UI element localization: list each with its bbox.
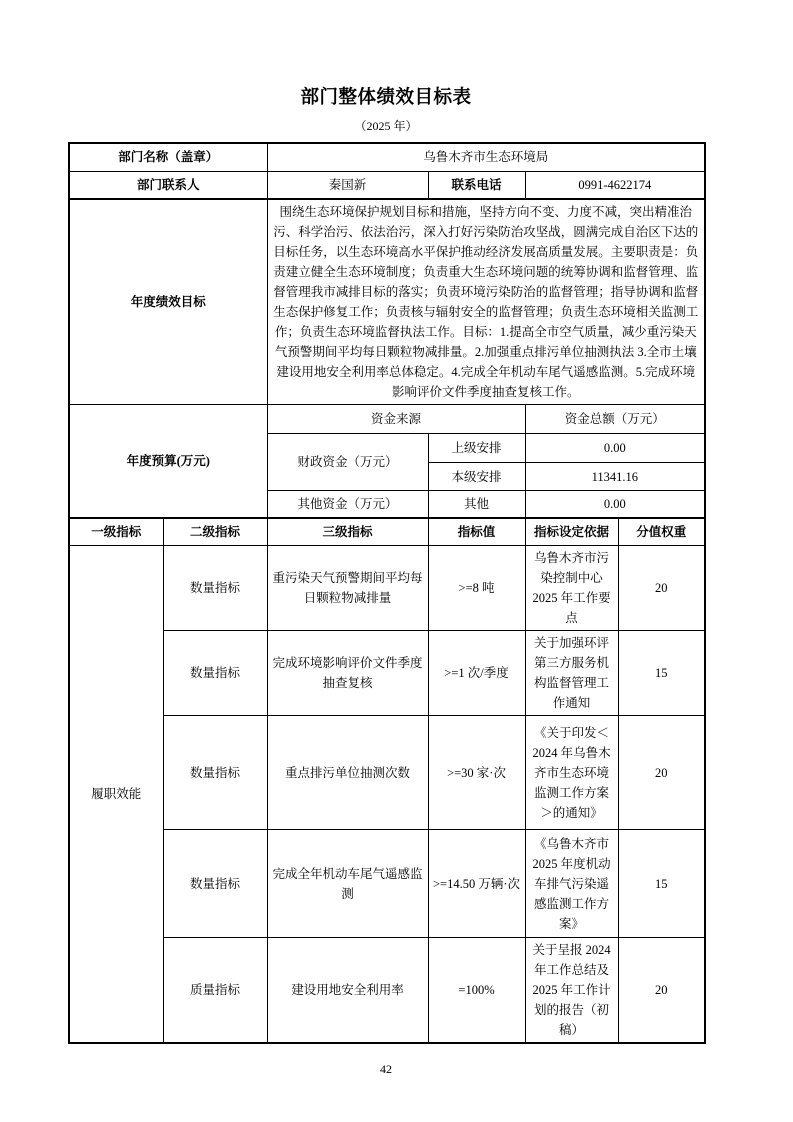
indicator-value: =100% <box>428 938 525 1044</box>
header-basis: 指标设定依据 <box>525 518 618 546</box>
phone-value: 0991-4622174 <box>525 171 705 199</box>
indicator-weight: 20 <box>618 716 705 830</box>
funding-total-header: 资金总额（万元） <box>525 405 705 434</box>
indicator-row <box>69 830 705 938</box>
indicator-value: >=8 吨 <box>428 546 525 631</box>
upper-level-label: 上级安排 <box>428 434 525 463</box>
indicator-level3: 完成全年机动车尾气遥感监测 <box>267 830 428 938</box>
indicator-level3: 重点排污单位抽测次数 <box>267 716 428 830</box>
indicator-level2: 质量指标 <box>163 938 267 1044</box>
budget-header-row <box>69 405 705 434</box>
indicator-basis: 关于加强环评第三方服务机构监督管理工作通知 <box>525 631 618 716</box>
annual-goal-row <box>69 199 705 405</box>
indicator-level3: 完成环境影响评价文件季度抽查复核 <box>267 631 428 716</box>
header-weight: 分值权重 <box>618 518 705 546</box>
indicator-basis: 《关于印发＜2024 年乌鲁木齐市生态环境监测工作方案＞的通知》 <box>525 716 618 830</box>
indicator-row <box>69 938 705 1044</box>
indicator-level2: 数量指标 <box>163 546 267 631</box>
phone-label: 联系电话 <box>428 171 525 199</box>
indicator-weight: 20 <box>618 546 705 631</box>
funding-source-header: 资金来源 <box>267 405 525 434</box>
indicator-basis: 乌鲁木齐市污染控制中心 2025 年工作要点 <box>525 546 618 631</box>
indicator-level3: 重污染天气预警期间平均每日颗粒物减排量 <box>267 546 428 631</box>
indicator-weight: 15 <box>618 631 705 716</box>
indicator-basis: 关于呈报 2024 年工作总结及 2025 年工作计划的报告（初稿） <box>525 938 618 1044</box>
contact-value: 秦国新 <box>267 171 428 199</box>
annual-goal-text: 围绕生态环境保护规划目标和措施，坚持方向不变、力度不减，突出精准治污、科学治污、依法治污，深入打好污染防治攻坚战，圆满完成自治区下达的目标任务，以生态环境高水平保护推动经济发展高质量发展。主要职责是：负责建立健全生态环境制度；负责重大生态环境问题的统筹协调和监督管理、监督管理我市减排目标的落实；负责环境污染防治的监督管理；指导协调和监督生态保护修复工作；负责核与辐射安全的监督管理；负责生态环境相关监测工作；负责生态环境监督执法工作。目标：1.提高全市空气质量，减少重污染天气预警期间平均每日颗粒物减排量。2.加强重点排污单位抽测执法 3.全市土壤建设用地安全利用率总体稳定。4.完成全年机动车尾气遥感监测。5.完成环境影响评价文件季度抽查复核工作。 <box>267 199 705 405</box>
indicator-value: >=14.50 万辆·次 <box>428 830 525 938</box>
indicator-level3: 建设用地安全利用率 <box>267 938 428 1044</box>
document-content <box>68 0 704 1076</box>
indicator-value: >=30 家·次 <box>428 716 525 830</box>
contact-row <box>69 171 705 199</box>
level1-indicator-value: 履职效能 <box>69 546 163 1044</box>
indicator-row <box>69 716 705 830</box>
fiscal-funds-label: 财政资金（万元） <box>267 434 428 491</box>
city-level-label: 本级安排 <box>428 463 525 491</box>
indicator-level2: 数量指标 <box>163 631 267 716</box>
header-level1: 一级指标 <box>69 518 163 546</box>
indicator-weight: 20 <box>618 938 705 1044</box>
doc-subtitle: （2025 年） <box>354 119 418 133</box>
contact-label: 部门联系人 <box>69 171 267 199</box>
indicator-level2: 数量指标 <box>163 716 267 830</box>
indicator-row <box>69 631 705 716</box>
budget-label: 年度预算(万元) <box>69 405 267 518</box>
other-funds-label: 其他资金（万元） <box>267 491 428 518</box>
dept-name-row <box>69 143 705 171</box>
dept-name-value: 乌鲁木齐市生态环境局 <box>267 143 705 171</box>
doc-title: 部门整体绩效目标表 <box>300 88 472 108</box>
indicator-row <box>69 546 705 631</box>
indicator-basis: 《乌鲁木齐市 2025 年度机动车排气污染遥感监测工作方案》 <box>525 830 618 938</box>
upper-level-amount: 0.00 <box>525 434 705 463</box>
performance-target-table <box>68 142 706 1044</box>
indicator-level2: 数量指标 <box>163 830 267 938</box>
header-level3: 三级指标 <box>267 518 428 546</box>
page-number: 42 <box>380 1062 392 1076</box>
other-amount: 0.00 <box>525 491 705 518</box>
indicator-header-row <box>69 518 705 546</box>
annual-goal-label: 年度绩效目标 <box>69 199 267 405</box>
city-level-amount: 11341.16 <box>525 463 705 491</box>
other-item-label: 其他 <box>428 491 525 518</box>
indicator-weight: 15 <box>618 830 705 938</box>
indicator-value: >=1 次/季度 <box>428 631 525 716</box>
header-value: 指标值 <box>428 518 525 546</box>
dept-name-label: 部门名称（盖章） <box>69 143 267 171</box>
header-level2: 二级指标 <box>163 518 267 546</box>
